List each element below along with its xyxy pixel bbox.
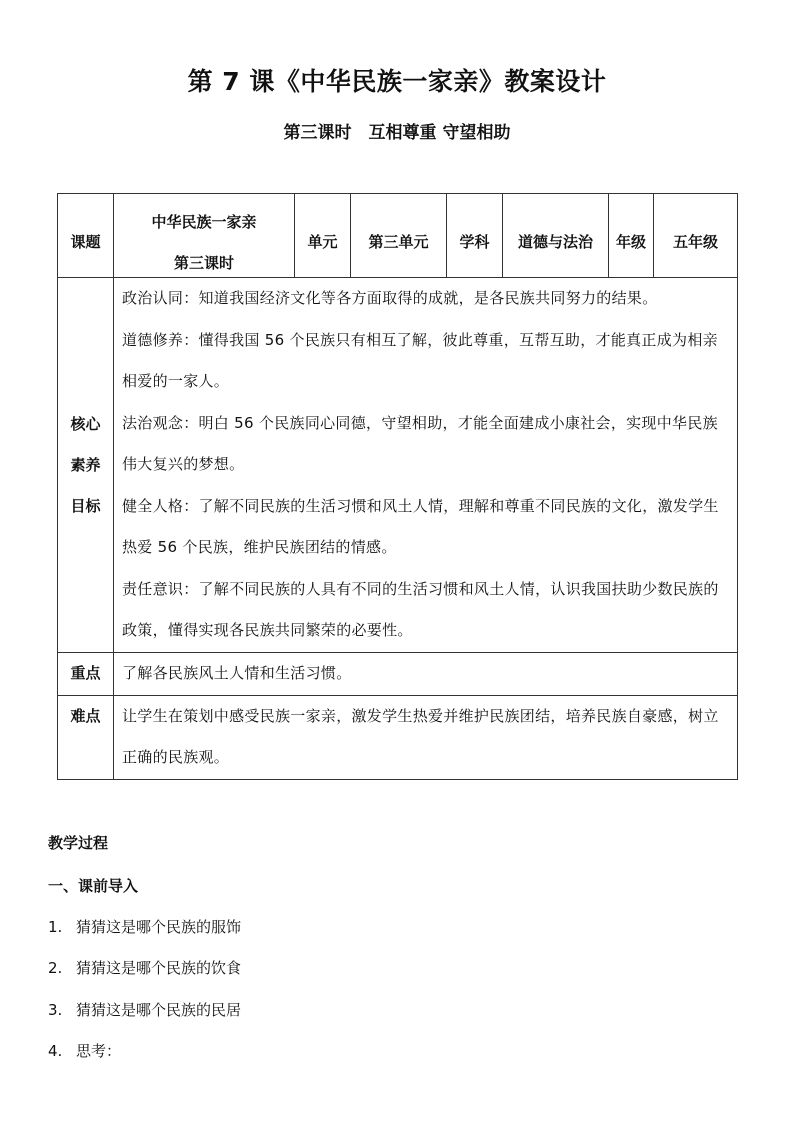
list-text: 猜猜这是哪个民族的饮食 xyxy=(76,959,242,977)
key-point-row xyxy=(58,653,738,696)
table-header-row xyxy=(58,194,738,278)
goals-content-cell xyxy=(114,278,738,653)
grade-value: 五年级 xyxy=(672,233,718,251)
document-subtitle: 第三课时 互相尊重 守望相助 xyxy=(283,123,511,143)
subject-label-cell xyxy=(447,194,503,278)
section-intro-heading: 一、课前导入 xyxy=(48,877,139,895)
grade-label: 年级 xyxy=(615,233,646,251)
goals-label-cell xyxy=(58,278,114,653)
goal-personality: 健全人格：了解不同民族的生活习惯和风土人情，理解和尊重不同民族的文化，激发学生热爱 56 个民族，维护民族团结的情感。 xyxy=(122,496,719,557)
subject-value: 道德与法治 xyxy=(517,233,593,251)
list-item xyxy=(48,916,241,938)
unit-label-cell xyxy=(295,194,351,278)
list-item xyxy=(48,957,241,979)
difficulty-row xyxy=(58,695,738,779)
goals-label-line1: 核心 xyxy=(70,414,101,433)
goals-label-line2: 素养 xyxy=(70,455,101,474)
teaching-process-heading: 教学过程 xyxy=(48,834,109,852)
unit-label: 单元 xyxy=(307,233,338,251)
list-text: 思考： xyxy=(76,1042,122,1060)
goals-label-line3: 目标 xyxy=(70,496,101,515)
difficulty-value: 让学生在策划中感受民族一家亲，激发学生热爱并维护民族团结，培养民族自豪感，树立正确的民族观。 xyxy=(114,695,738,779)
lesson-info-table xyxy=(57,193,738,780)
unit-value-cell xyxy=(351,194,447,278)
list-item xyxy=(48,1040,121,1062)
unit-value: 第三单元 xyxy=(368,233,429,251)
document-title: 第 7 课《中华民族一家亲》教案设计 xyxy=(187,67,607,96)
key-point-value: 了解各民族风土人情和生活习惯。 xyxy=(114,653,738,696)
course-value-cell xyxy=(114,194,295,278)
list-number: 1. xyxy=(48,918,63,936)
list-number: 3. xyxy=(48,1001,63,1019)
goal-moral: 道德修养：懂得我国 56 个民族只有相互了解，彼此尊重，互帮互助，才能真正成为相亲相爱的一家人。 xyxy=(122,330,718,391)
goal-political: 政治认同：知道我国经济文化等各方面取得的成就，是各民族共同努力的结果。 xyxy=(122,289,658,308)
course-label-cell xyxy=(58,194,114,278)
goals-row xyxy=(58,278,738,653)
course-value-line2: 第三课时 xyxy=(173,253,234,272)
subject-label: 学科 xyxy=(459,233,490,251)
list-item xyxy=(48,999,241,1021)
course-value-line1: 中华民族一家亲 xyxy=(151,212,257,231)
course-label: 课题 xyxy=(70,233,101,251)
subject-value-cell xyxy=(503,194,609,278)
goal-responsibility: 责任意识：了解不同民族的人具有不同的生活习惯和风土人情，认识我国扶助少数民族的政策，懂得实现各民族共同繁荣的必要性。 xyxy=(122,579,719,640)
grade-label-cell xyxy=(609,194,654,278)
list-text: 猜猜这是哪个民族的民居 xyxy=(76,1001,242,1019)
key-point-label: 重点 xyxy=(58,653,114,696)
list-number: 4. xyxy=(48,1042,63,1060)
list-number: 2. xyxy=(48,959,63,977)
goal-legal: 法治观念：明白 56 个民族同心同德，守望相助，才能全面建成小康社会，实现中华民族伟大复兴的梦想。 xyxy=(122,413,718,474)
grade-value-cell xyxy=(654,194,738,278)
difficulty-label: 难点 xyxy=(58,695,114,779)
list-text: 猜猜这是哪个民族的服饰 xyxy=(76,918,242,936)
